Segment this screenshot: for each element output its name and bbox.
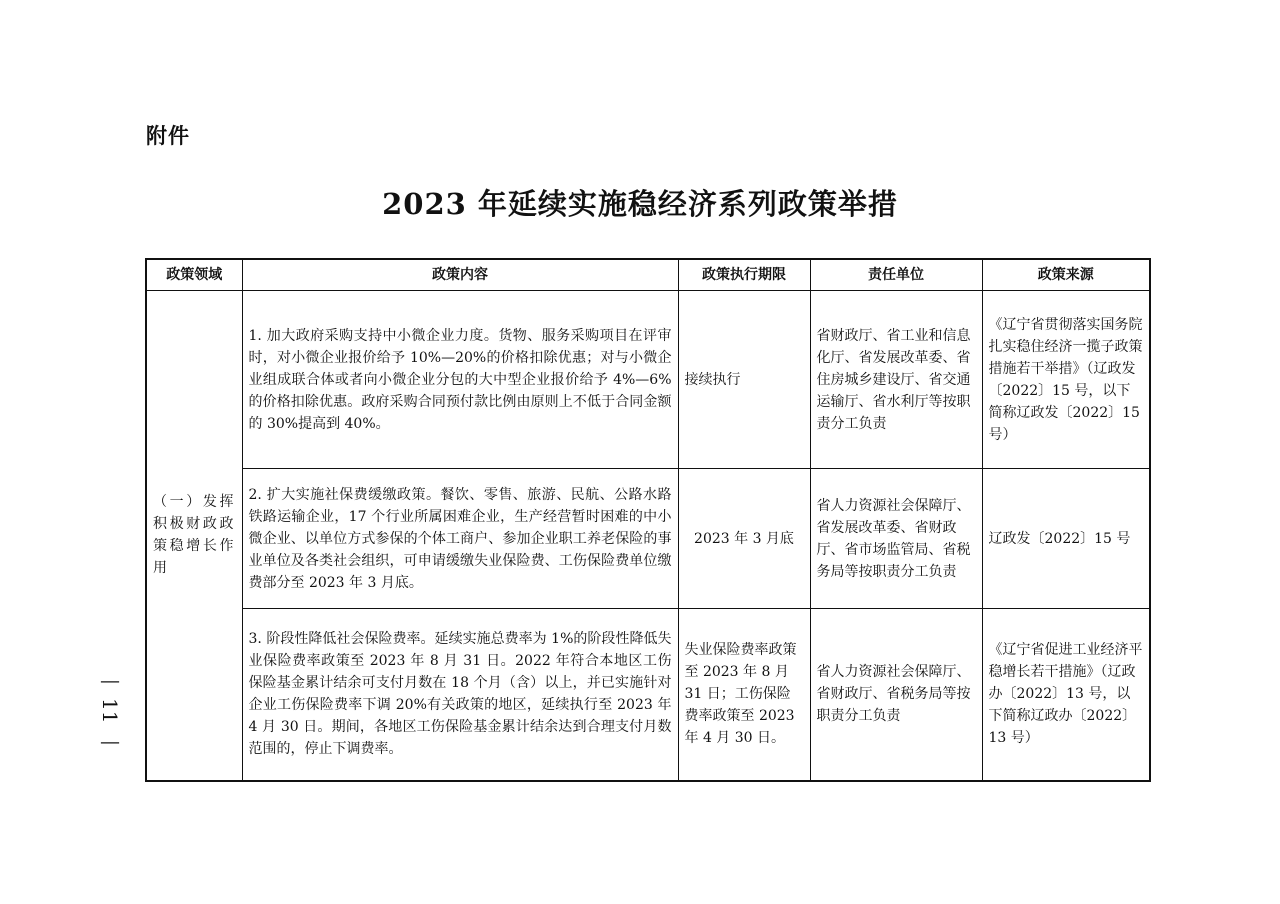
document-title: 2023 年延续实施稳经济系列政策举措 <box>382 187 898 221</box>
table-row <box>146 609 1150 781</box>
header-content: 政策内容 <box>242 259 678 291</box>
policy-content-cell: 2. 扩大实施社保费缓缴政策。餐饮、零售、旅游、民航、公路水路铁路运输企业，17 个行业所属困难企业，生产经营暂时困难的中小微企业、以单位方式参保的个体工商户、参加企业职工养老保险的事业单位及各类社会组织，可申请缓缴失业保险费、工伤保险费单位缴费部分至 2023 年 3 月底。 <box>242 469 678 609</box>
responsible-unit-cell: 省财政厅、省工业和信息化厅、省发展改革委、省住房城乡建设厅、省交通运输厅、省水利厅等按职责分工负责 <box>810 291 982 469</box>
attachment-label: 附件 <box>146 124 190 148</box>
header-responsible: 责任单位 <box>810 259 982 291</box>
page-number <box>98 668 122 754</box>
policy-content-cell: 1. 加大政府采购支持中小微企业力度。货物、服务采购项目在评审时，对小微企业报价给予 10%—20%的价格扣除优惠；对与小微企业组成联合体或者向小微企业分包的大中型企业报价给予 4%—6%的价格扣除优惠。政府采购合同预付款比例由原则上不低于合同金额的 30%提高到 40%。 <box>242 291 678 469</box>
policy-source-cell: 辽政发〔2022〕15 号 <box>982 469 1150 609</box>
table-header-row <box>146 259 1150 291</box>
header-source: 政策来源 <box>982 259 1150 291</box>
table-row <box>146 291 1150 469</box>
page-dash-bottom: — <box>100 729 120 754</box>
policy-domain-cell: （一）发挥积极财政政策稳增长作用 <box>146 291 242 781</box>
policy-period-cell: 失业保险费率政策至 2023 年 8 月 31 日；工伤保险费率政策至 2023 年 4 月 30 日。 <box>678 609 810 781</box>
page-dash-top: — <box>100 668 120 692</box>
responsible-unit-cell: 省人力资源社会保障厅、省发展改革委、省财政厅、省市场监管局、省税务局等按职责分工负责 <box>810 469 982 609</box>
policy-content-cell: 3. 阶段性降低社会保险费率。延续实施总费率为 1%的阶段性降低失业保险费率政策至 2023 年 8 月 31 日。2022 年符合本地区工伤保险基金累计结余可支付月数在 18 个月（含）以上，并已实施针对企业工伤保险费率下调 20%有关政策的地区，延续执行至 2023 年 4 月 30 日。期间，各地区工伤保险基金累计结余达到合理支付月数范围的，停止下调费率。 <box>242 609 678 781</box>
header-domain: 政策领域 <box>146 259 242 291</box>
header-period: 政策执行期限 <box>678 259 810 291</box>
policy-period-cell: 2023 年 3 月底 <box>678 469 810 609</box>
policy-period-cell: 接续执行 <box>678 291 810 469</box>
responsible-unit-cell: 省人力资源社会保障厅、省财政厅、省税务局等按职责分工负责 <box>810 609 982 781</box>
page-number-text: 11 <box>98 698 122 724</box>
policy-source-cell: 《辽宁省促进工业经济平稳增长若干措施》（辽政办〔2022〕13 号，以下简称辽政办〔2022〕13 号） <box>982 609 1150 781</box>
policy-table <box>145 258 1151 782</box>
table-row <box>146 469 1150 609</box>
policy-source-cell: 《辽宁省贯彻落实国务院扎实稳住经济一揽子政策措施若干举措》（辽政发〔2022〕15 号，以下简称辽政发〔2022〕15 号） <box>982 291 1150 469</box>
